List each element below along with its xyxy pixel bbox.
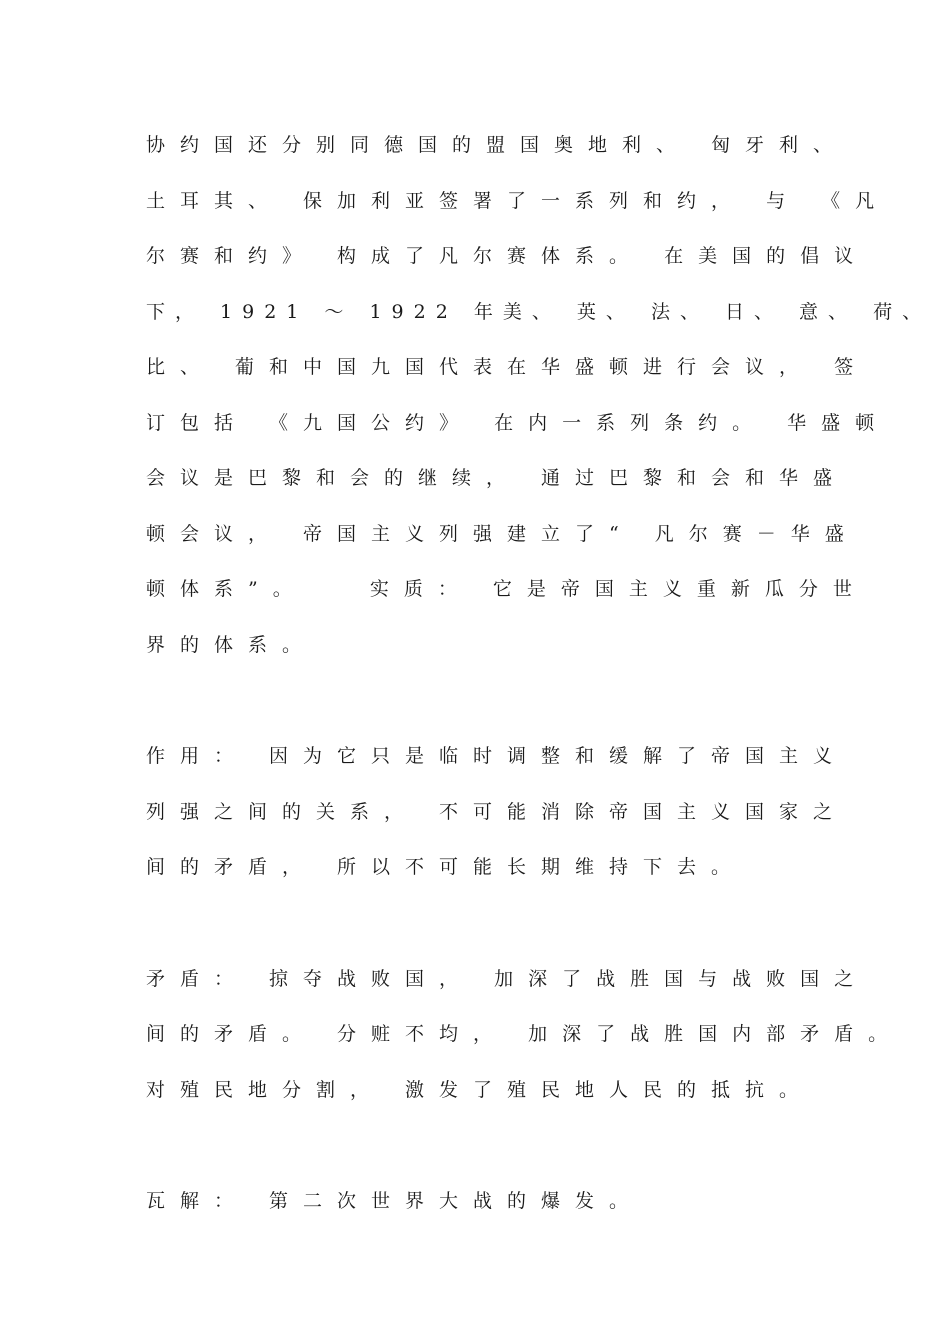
text-line: 间的矛盾， 所以不可能长期维持下去。	[146, 856, 746, 878]
text-line: 下， 1921 ～ 1922 年美、 英、 法、 日、 意、 荷、	[146, 301, 932, 323]
text-line: 间的矛盾。 分赃不均， 加深了战胜国内部矛盾。	[146, 1023, 903, 1045]
text-line: 界的体系。	[146, 634, 317, 656]
text-line: 土耳其、 保加利亚签署了一系列和约， 与 《凡	[146, 190, 890, 212]
text-line: 协约国还分别同德国的盟国奥地利、 匈牙利、	[146, 134, 848, 156]
text-line: 会议是巴黎和会的继续， 通过巴黎和会和华盛	[146, 467, 848, 489]
text-line: 对殖民地分割， 激发了殖民地人民的抵抗。	[146, 1079, 814, 1101]
text-line: 订包括 《九国公约》 在内一系列条约。 华盛顿	[146, 412, 890, 434]
text-line: 顿会议， 帝国主义列强建立了“ 凡尔赛－华盛	[146, 523, 859, 545]
text-line: 列强之间的关系， 不可能消除帝国主义国家之	[146, 801, 848, 823]
text-line: 比、 葡和中国九国代表在华盛顿进行会议， 签	[146, 356, 869, 378]
text-line: 尔赛和约》 构成了凡尔赛体系。 在美国的倡议	[146, 245, 869, 267]
text-line: 顿体系”。 实质： 它是帝国主义重新瓜分世	[146, 578, 867, 600]
text-line: 作用： 因为它只是临时调整和缓解了帝国主义	[146, 745, 848, 767]
text-line: 瓦解： 第二次世界大战的爆发。	[146, 1190, 644, 1212]
text-line: 矛盾： 掠夺战败国， 加深了战胜国与战败国之	[146, 968, 869, 990]
